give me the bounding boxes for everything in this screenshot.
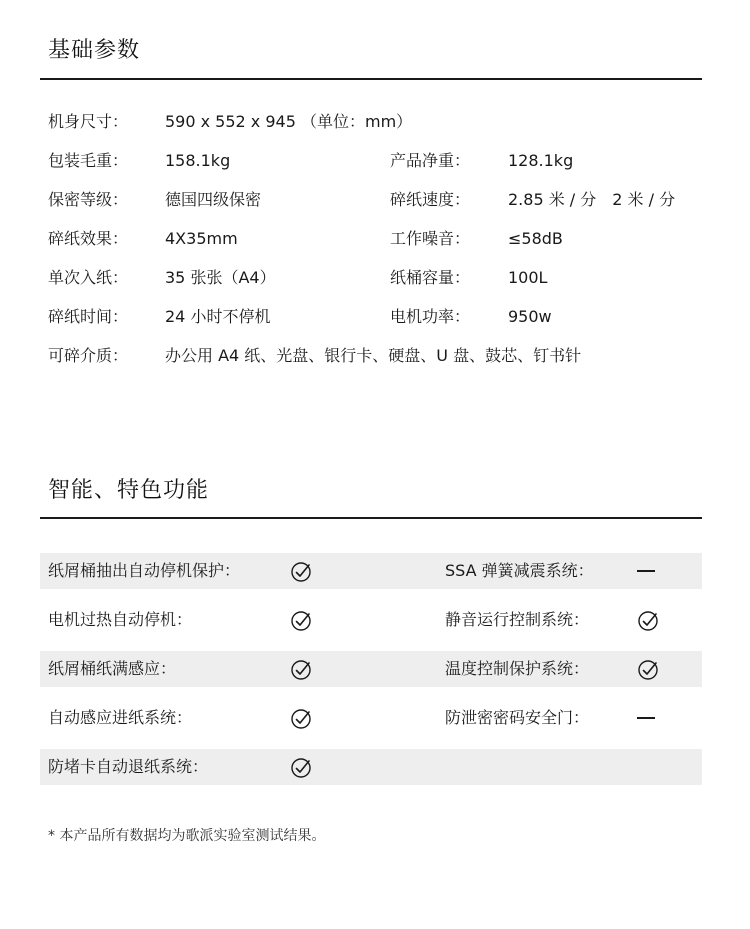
feature-label: 纸屑桶纸满感应： [48, 659, 177, 678]
param-label: 工作噪音： [390, 229, 471, 248]
feature-row [40, 700, 702, 736]
param-value: 德国四级保密 [165, 190, 262, 209]
feature-label: 静音运行控制系统： [445, 610, 590, 629]
param-value: 590 x 552 x 945 （单位：mm） [165, 112, 413, 131]
param-value: 100L [508, 268, 548, 287]
feature-label: 温度控制保护系统： [445, 659, 590, 678]
feature-label: 自动感应进纸系统： [48, 708, 193, 727]
feature-row [40, 749, 702, 785]
feature-row [40, 602, 702, 638]
param-value: 2.85 米 / 分 2 米 / 分 [508, 190, 676, 209]
feature-label: SSA 弹簧减震系统： [445, 561, 594, 580]
param-label: 电机功率： [390, 307, 471, 326]
param-value: 办公用 A4 纸、光盘、银行卡、硬盘、U 盘、鼓芯、钉书针 [165, 346, 582, 365]
param-label: 碎纸时间： [48, 307, 129, 326]
param-label: 单次入纸： [48, 268, 129, 287]
param-value: 950w [508, 307, 552, 326]
feature-label: 电机过热自动停机： [48, 610, 193, 629]
feature-label: 防泄密密码安全门： [445, 708, 590, 727]
param-value: 158.1kg [165, 151, 231, 170]
footnote: * 本产品所有数据均为歌派实验室测试结果。 [48, 828, 326, 844]
param-value: ≤58dB [508, 229, 563, 248]
param-value: 35 张张（A4） [165, 268, 276, 287]
basic-params-title: 基础参数 [48, 38, 141, 63]
param-label: 包装毛重： [48, 151, 129, 170]
param-label: 碎纸效果： [48, 229, 129, 248]
param-label: 碎纸速度： [390, 190, 471, 209]
param-label: 保密等级： [48, 190, 129, 209]
param-value: 4X35mm [165, 229, 238, 248]
param-label: 可碎介质： [48, 346, 129, 365]
feature-row [40, 651, 702, 687]
features-title: 智能、特色功能 [48, 478, 210, 503]
feature-label: 纸屑桶抽出自动停机保护： [48, 561, 241, 580]
param-label: 产品净重： [390, 151, 471, 170]
param-label: 纸桶容量： [390, 268, 471, 287]
feature-label: 防堵卡自动退纸系统： [48, 757, 209, 776]
feature-row [40, 553, 702, 589]
param-value: 24 小时不停机 [165, 307, 271, 326]
param-label: 机身尺寸： [48, 112, 129, 131]
features-divider [40, 517, 702, 519]
basic-params-divider [40, 78, 702, 80]
param-value: 128.1kg [508, 151, 574, 170]
